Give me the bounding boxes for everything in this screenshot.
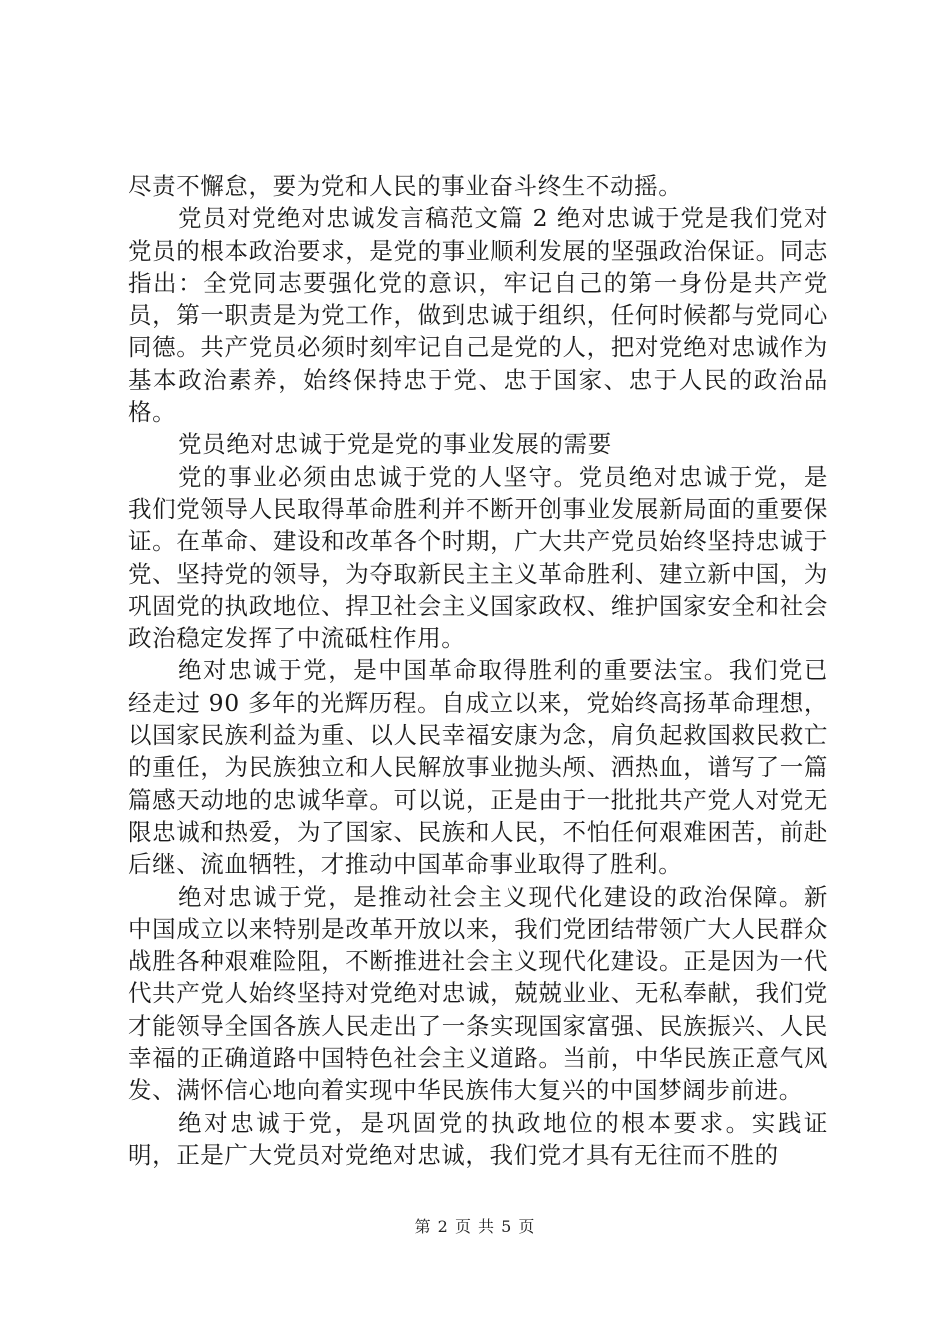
paragraph-5: 绝对忠诚于党，是推动社会主义现代化建设的政治保障。新中国成立以来特别是改革开放以来，我们党团结带领广大人民群众战胜各种艰难险阻，不断推进社会主义现代化建设。正是因为一代代共产党人始终坚持对党绝对忠诚，兢兢业业、无私奉献，我们党才能领导全国各族人民走出了一条实现国家富强、民族振兴、人民幸福的正确道路中国特色社会主义道路。当前，中华民族正意气风发、满怀信心地向着实现中华民族伟大复兴的中国梦阔步前进。 — [128, 882, 828, 1105]
paragraph-3: 党的事业必须由忠诚于党的人坚守。党员绝对忠诚于党，是我们党领导人民取得革命胜利并不断开创事业发展新局面的重要保证。在革命、建设和改革各个时期，广大共产党员始终坚持忠诚于党、坚持党的领导，为夺取新民主主义革命胜利、建立新中国，为巩固党的执政地位、捍卫社会主义国家政权、维护国家安全和社会政治稳定发挥了中流砥柱作用。 — [128, 462, 828, 653]
document-body — [128, 170, 828, 1171]
paragraph-4: 绝对忠诚于党，是中国革命取得胜利的重要法宝。我们党已经走过 90 多年的光辉历程。自成立以来，党始终高扬革命理想，以国家民族利益为重、以人民幸福安康为念，肩负起救国救民救亡的重任，为民族独立和人民解放事业抛头颅、洒热血，谱写了一篇篇感天动地的忠诚华章。可以说，正是由于一批批共产党人对党无限忠诚和热爱，为了国家、民族和人民，不怕任何艰难困苦，前赴后继、流血牺牲，才推动中国革命事业取得了胜利。 — [128, 656, 828, 879]
section-heading: 党员绝对忠诚于党是党的事业发展的需要 — [178, 430, 612, 459]
paragraph-2: 党员对党绝对忠诚发言稿范文篇 2 绝对忠诚于党是我们党对党员的根本政治要求，是党的事业顺利发展的坚强政治保证。同志指出：全党同志要强化党的意识，牢记自己的第一身份是共产党员，第一职责是为党工作，做到忠诚于组织，任何时候都与党同心同德。共产党员必须时刻牢记自己是党的人，把对党绝对忠诚作为基本政治素养，始终保持忠于党、忠于国家、忠于人民的政治品格。 — [128, 204, 828, 427]
page-footer: 第 2 页 共 5 页 — [414, 1217, 536, 1236]
paragraph-1: 尽责不懈怠，要为党和人民的事业奋斗终生不动摇。 — [128, 172, 683, 200]
paragraph-6: 绝对忠诚于党，是巩固党的执政地位的根本要求。实践证明，正是广大党员对党绝对忠诚，我们党才具有无往而不胜的 — [128, 1108, 828, 1169]
